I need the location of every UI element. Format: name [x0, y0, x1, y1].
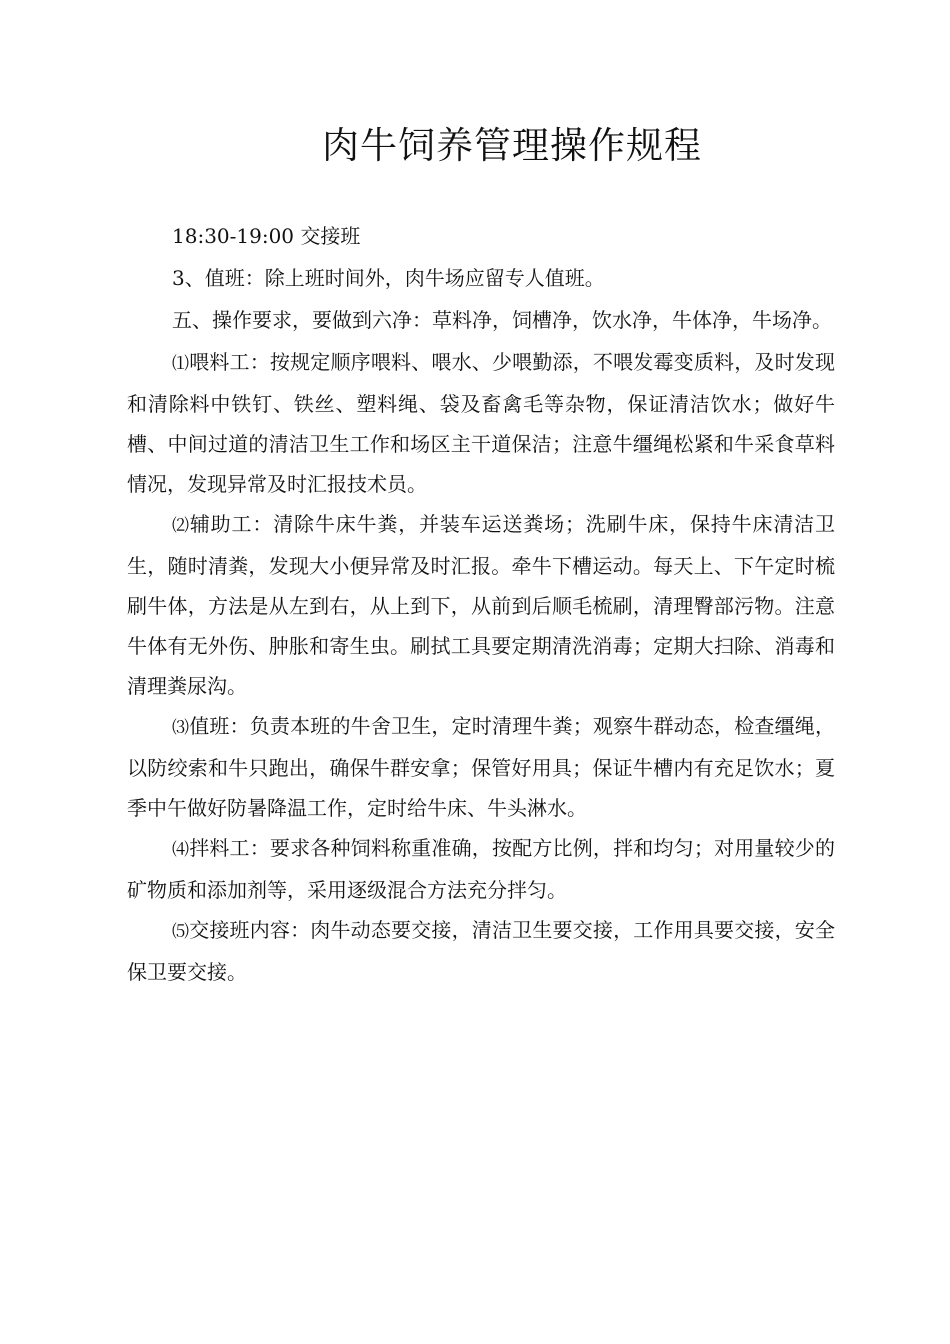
paragraph-text: 辅助工：清除牛床牛粪，并装车运送粪场；洗刷牛床，保持牛床清洁卫生，随时清粪，发现大小便异常及时汇报。牵牛下槽运动。每天上、下午定时梳刷牛体，方法是从左到右，从上到下，从前到后顺毛梳刷，清理臀部污物。注意牛体有无外伤、肿胀和寄生虫。刷拭工具要定期清洗消毒；定期大扫除、消毒和清理粪尿沟。	[127, 512, 836, 698]
paragraph-marker: ⑷	[172, 840, 190, 860]
paragraph-handover	[127, 910, 835, 992]
paragraph-text: 五、操作要求，要做到六净：草料净，饲槽净，饮水净，牛体净，牛场净。	[172, 308, 832, 332]
document-title: 肉牛饲养管理操作规程	[322, 124, 702, 167]
paragraph-duty	[127, 258, 835, 300]
paragraph-marker: ⑵	[172, 516, 190, 536]
paragraph-requirements	[127, 300, 835, 342]
paragraph-assistant	[127, 504, 835, 706]
paragraph-text: 喂料工：按规定顺序喂料、喂水、少喂勤添，不喂发霉变质料，及时发现和清除料中铁钉、铁丝、塑料绳、袋及畜禽毛等杂物，保证清洁饮水；做好牛槽、中间过道的清洁卫生工作和场区主干道保洁；注意牛缰绳松紧和牛采食草料情况，发现异常及时汇报技术员。	[127, 350, 835, 496]
paragraph-marker: ⑸	[172, 922, 190, 942]
paragraph-marker: ⑶	[172, 718, 190, 738]
document-body	[127, 216, 835, 992]
paragraph-text: 3、值班：除上班时间外，肉牛场应留专人值班。	[172, 266, 605, 290]
paragraph-text: 拌料工：要求各种饲料称重准确，按配方比例，拌和均匀；对用量较少的矿物质和添加剂等，采用逐级混合方法充分拌匀。	[127, 836, 835, 902]
paragraph-text: 18:30-19:00 交接班	[172, 224, 361, 248]
paragraph-shift-time	[127, 216, 835, 258]
paragraph-text: 值班：负责本班的牛舍卫生，定时清理牛粪；观察牛群动态，检查缰绳，以防绞索和牛只跑出，确保牛群安拿；保管好用具；保证牛槽内有充足饮水；夏季中午做好防暑降温工作，定时给牛床、牛头淋水。	[127, 714, 835, 820]
paragraph-marker: ⑴	[172, 354, 190, 374]
paragraph-on-duty	[127, 706, 835, 828]
paragraph-text: 交接班内容：肉牛动态要交接，清洁卫生要交接，工作用具要交接，安全保卫要交接。	[127, 918, 835, 984]
paragraph-mixer	[127, 828, 835, 910]
paragraph-feeder	[127, 342, 835, 504]
